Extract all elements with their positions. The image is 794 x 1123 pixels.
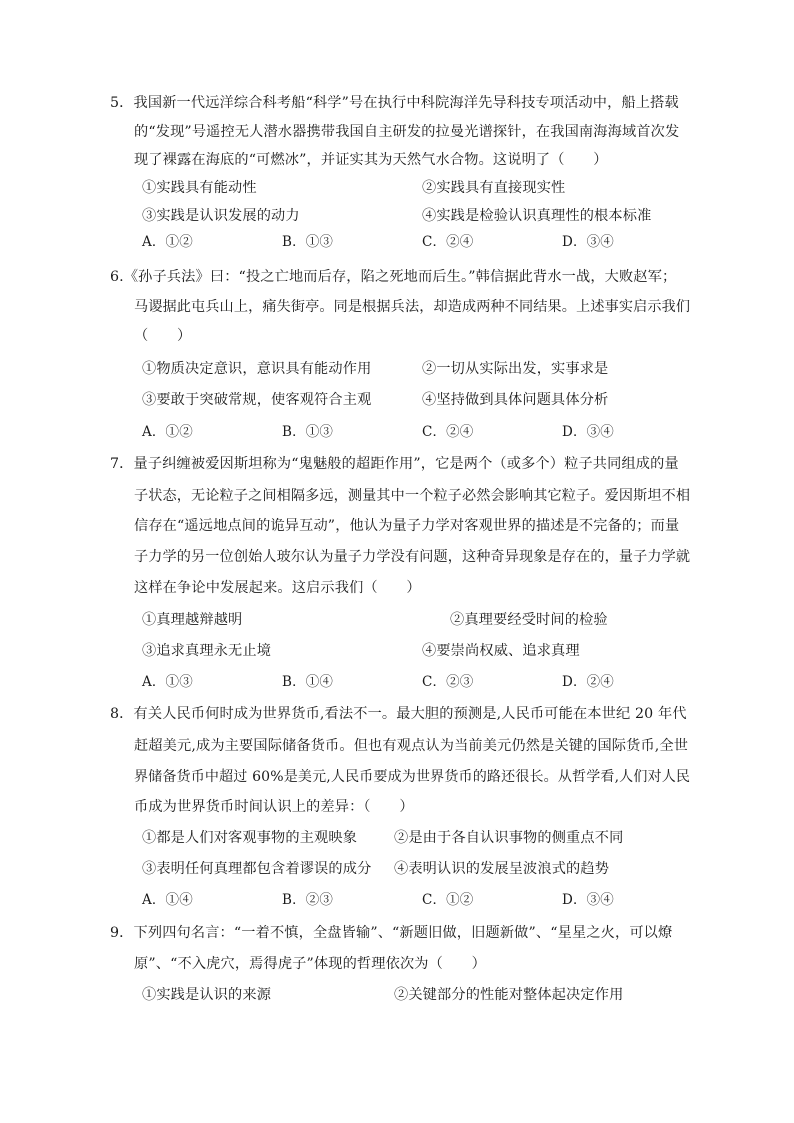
question-7-option-3: ③追求真理永无止境: [142, 643, 272, 659]
question-8-line-2: 赶超美元,成为主要国际储备货币。但也有观点认为当前美元仍然是关键的国际货币,全世: [134, 738, 689, 754]
question-8-answer-c: C．①②: [422, 892, 474, 908]
question-7-answer-d: D．②④: [562, 674, 614, 690]
question-7-answer-c: C．②③: [422, 674, 474, 690]
question-7-option-4: ④要崇尚权威、追求真理: [422, 643, 580, 659]
question-9-line-2: 原”、“不入虎穴，焉得虎子”体现的哲理依次为（ ）: [134, 956, 486, 972]
question-8-line-3: 界储备货币中超过 60%是美元,人民币要成为世界货币的路还很长。从哲学看,人们对人民: [134, 769, 691, 785]
question-8-answer-b: B．②③: [282, 892, 334, 908]
question-7-line-3: 信存在“遥远地点间的诡异互动”，他认为量子力学对客观世界的描述是不完备的；而量: [134, 518, 680, 534]
question-8-line-4: 币成为世界货币时间认识上的差异：（ ）: [134, 799, 414, 815]
question-8-option-2: ②是由于各自认识事物的侧重点不同: [394, 830, 624, 846]
question-9-line-1: 9．下列四句名言：“一着不慎，全盘皆输”、“新题旧做，旧题新做”、“星星之火，可以燎: [110, 925, 673, 941]
question-8-answer-d: D．③④: [562, 892, 614, 908]
question-7-line-1: 7．量子纠缠被爱因斯坦称为“鬼魅般的超距作用”，它是两个（或多个）粒子共同组成的量: [110, 456, 679, 472]
question-6-option-2: ②一切从实际出发，实事求是: [422, 361, 609, 377]
question-8-answer-a: A．①④: [142, 892, 193, 908]
question-7-line-2: 子状态，无论粒子之间相隔多远，测量其中一个粒子必然会影响其它粒子。爱因斯坦不相: [134, 488, 691, 504]
question-5-line-2: 的“发现”号遥控无人潜水器携带我国自主研发的拉曼光谱探针，在我国南海海域首次发: [134, 124, 680, 140]
question-5-line-1: 5．我国新一代远洋综合科考船“科学”号在执行中科院海洋先导科技专项活动中，船上搭载: [110, 95, 679, 111]
question-7-option-1: ①真理越辩越明: [142, 612, 243, 628]
question-8-option-4: ④表明认识的发展呈波浪式的趋势: [394, 861, 610, 877]
question-6-option-1: ①物质决定意识，意识具有能动作用: [142, 361, 372, 377]
question-5-answer-a: A．①②: [142, 234, 193, 250]
question-7-line-5: 这样在争论中发展起来。这启示我们（ ）: [134, 580, 421, 596]
question-5-line-3: 现了裸露在海底的“可燃冰”，并证实其为天然气水合物。这说明了（ ）: [134, 152, 608, 168]
question-7-option-2: ②真理要经受时间的检验: [450, 612, 608, 628]
question-6-line-3: （ ）: [134, 328, 192, 344]
question-8-line-1: 8．有关人民币何时成为世界货币,看法不一。最大胆的预测是,人民币可能在本世纪 20 年代: [110, 706, 687, 722]
question-9-option-1: ①实践是认识的来源: [142, 987, 272, 1003]
question-5-option-3: ③实践是认识发展的动力: [142, 208, 300, 224]
question-6-line-2: 马谡据此屯兵山上，痛失街亭。同是根据兵法，却造成两种不同结果。上述事实启示我们: [134, 299, 691, 315]
question-6-option-4: ④坚持做到具体问题具体分析: [422, 392, 609, 408]
question-6-answer-a: A．①②: [142, 424, 193, 440]
question-7-answer-a: A．①③: [142, 674, 193, 690]
question-7-line-4: 子力学的另一位创始人玻尔认为量子力学没有问题，这种奇异现象是存在的，量子力学就: [134, 549, 691, 565]
question-6-answer-c: C．②④: [422, 424, 474, 440]
question-9-option-2: ②关键部分的性能对整体起决定作用: [394, 987, 624, 1003]
question-8-option-1: ①都是人们对客观事物的主观映象: [142, 830, 358, 846]
question-7-answer-b: B．①④: [282, 674, 334, 690]
question-6-line-1: 6.《孙子兵法》曰：“投之亡地而后存，陷之死地而后生。”韩信据此背水一战，大败赵军；: [110, 269, 677, 285]
question-8-option-3: ③表明任何真理都包含着谬误的成分: [142, 861, 372, 877]
question-5-option-1: ①实践具有能动性: [142, 180, 257, 196]
question-6-answer-b: B．①③: [282, 424, 334, 440]
question-5-answer-c: C．②④: [422, 234, 474, 250]
question-5-option-2: ②实践具有直接现实性: [422, 180, 566, 196]
question-6-option-3: ③要敢于突破常规，使客观符合主观: [142, 392, 372, 408]
question-5-answer-b: B．①③: [282, 234, 334, 250]
question-5-option-4: ④实践是检验认识真理性的根本标准: [422, 208, 652, 224]
question-6-answer-d: D．③④: [562, 424, 614, 440]
question-5-answer-d: D．③④: [562, 234, 614, 250]
